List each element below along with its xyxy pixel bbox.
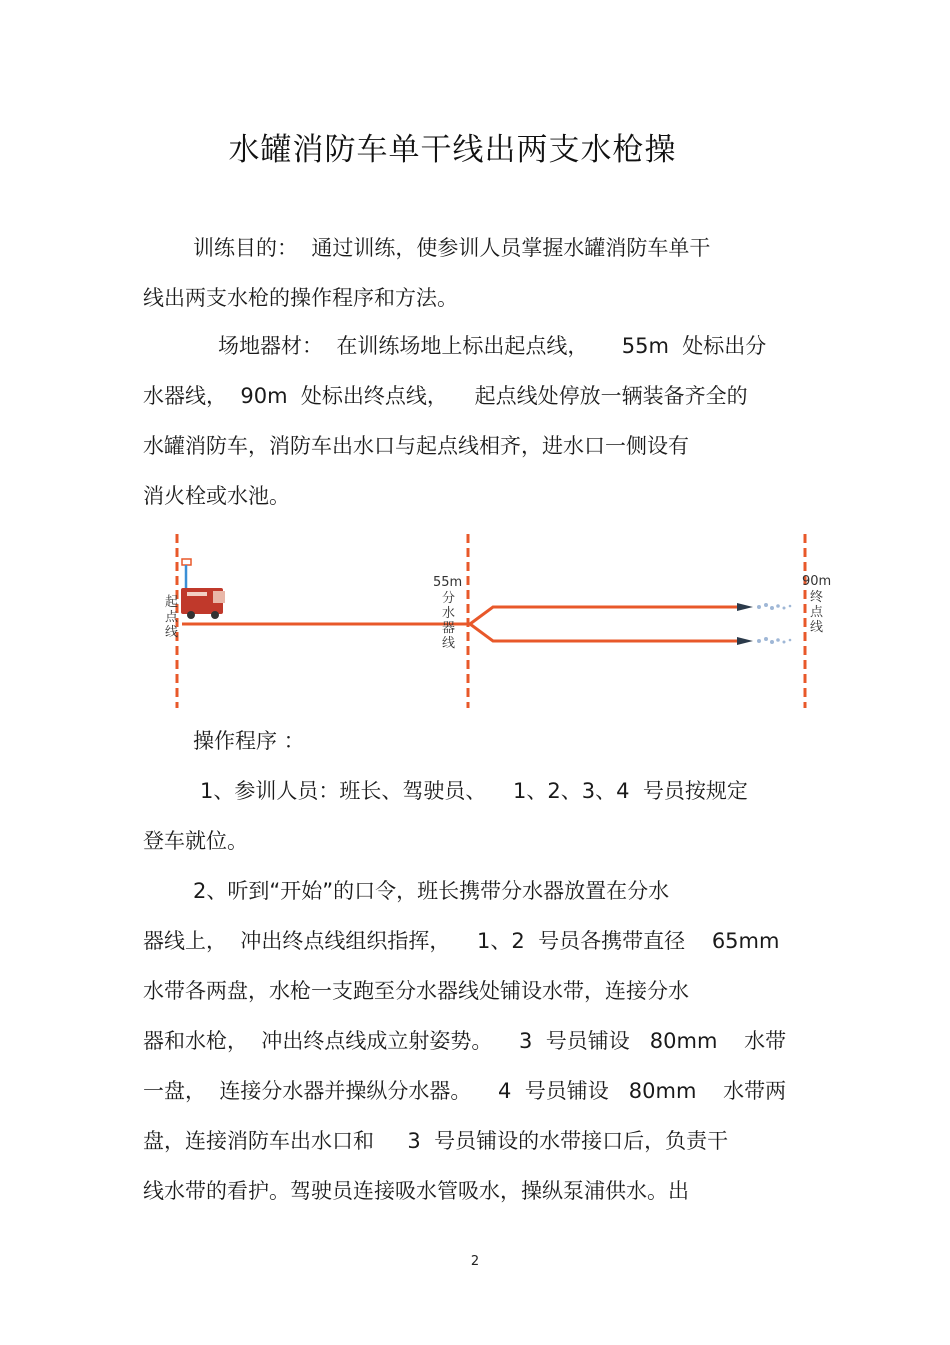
mid-label-char: 器 [442,621,456,636]
text-line: 操作程序 ： [193,729,305,753]
text-line: 1、参训人员：班长、驾驶员、 1、2、3、4 号员按规定 [200,779,748,803]
text-line: 训练目的： 通过训练，使参训人员掌握水罐消防车单干 [193,236,711,260]
text-line: 盘，连接消防车出水口和 3 号员铺设的水带接口后，负责干 [143,1129,729,1153]
page-number: 2 [470,1254,480,1269]
page-title: 水罐消防车单干线出两支水枪操 [228,132,677,168]
start-label-char: 起 [165,595,179,610]
start-label-char: 线 [165,625,179,640]
start-label-char: 点 [165,610,179,625]
text-line: 水器线， 90m 处标出终点线， 起点线处停放一辆装备齐全的 [143,384,748,408]
text-line: 器和水枪， 冲出终点线成立射姿势。 3 号员铺设 80mm 水带 [143,1029,787,1053]
mid-label-char: 分 [442,591,456,606]
mid-label-char: 水 [442,606,456,621]
mid-distance-label: 55m [433,575,463,590]
end-label-char: 点 [810,605,824,620]
text-line: 线出两支水枪的操作程序和方法。 [143,286,458,310]
text-line: 消火栓或水池。 [143,484,290,508]
text-line: 场地器材： 在训练场地上标出起点线， 55m 处标出分 [218,334,767,358]
text-line: 线水带的看护。驾驶员连接吸水管吸水，操纵泵浦供水。出 [143,1179,689,1203]
hydrant-icon [182,559,191,565]
training-field-diagram [157,528,833,712]
text-line: 水罐消防车，消防车出水口与起点线相齐，进水口一侧设有 [143,434,689,458]
end-label-char: 终 [810,590,824,605]
text-line: 登车就位。 [143,829,248,853]
mid-label-char: 线 [442,636,456,651]
text-line: 器线上， 冲出终点线组织指挥， 1、2 号员各携带直径 65mm [143,929,780,953]
text-line: 一盘， 连接分水器并操纵分水器。 4 号员铺设 80mm 水带两 [143,1079,787,1103]
text-line: 2、听到“开始”的口令，班长携带分水器放置在分水 [193,879,670,903]
text-line: 水带各两盘，水枪一支跑至分水器线处铺设水带，连接分水 [143,979,689,1003]
end-distance-label: 90m [802,574,832,589]
end-label-char: 线 [810,620,824,635]
